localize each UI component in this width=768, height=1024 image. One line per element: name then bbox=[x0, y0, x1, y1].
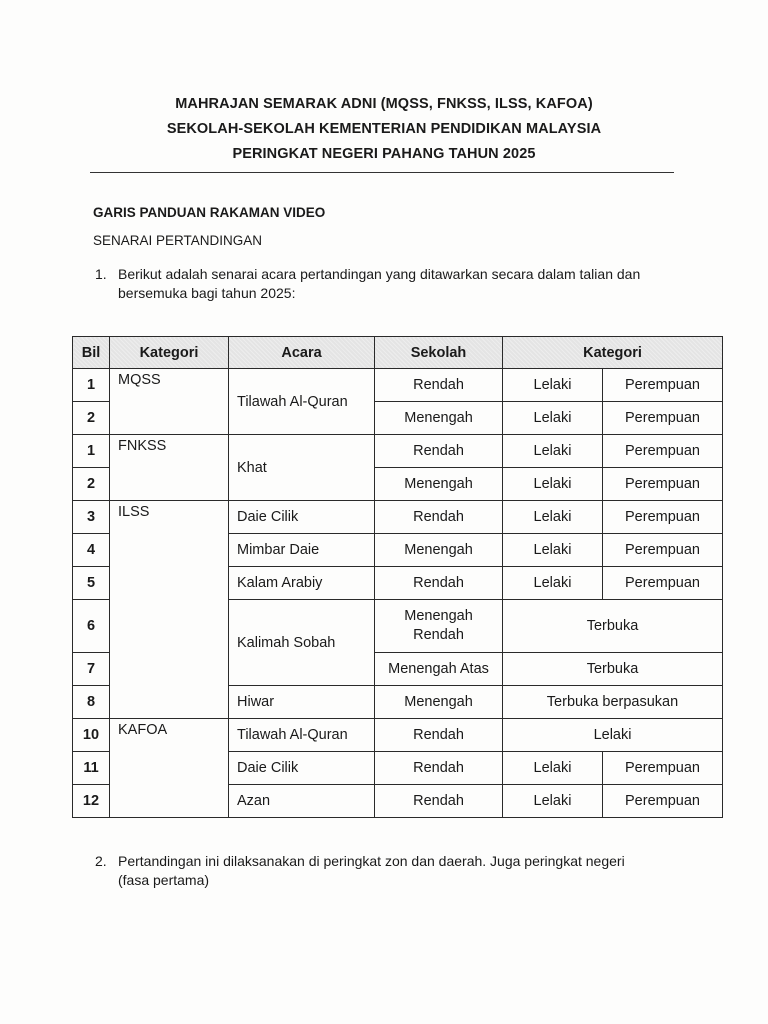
cell-bil: 3 bbox=[73, 501, 110, 534]
cell-sekolah: Rendah bbox=[375, 752, 503, 785]
cell-perempuan: Perempuan bbox=[603, 534, 723, 567]
cell-lelaki: Lelaki bbox=[503, 468, 603, 501]
header-line-3: PERINGKAT NEGERI PAHANG TAHUN 2025 bbox=[232, 146, 536, 162]
list-item-1-text-line1: Berikut adalah senarai acara pertandingan yang ditawarkan secara dalam talian dan bbox=[118, 266, 641, 282]
cell-sekolah: Menengah bbox=[375, 402, 503, 435]
list-item-1-number: 1. bbox=[95, 266, 107, 282]
cell-perempuan: Perempuan bbox=[603, 567, 723, 600]
header-kategori: Kategori bbox=[110, 337, 229, 369]
cell-kategori-span: Lelaki bbox=[503, 719, 723, 752]
table-row bbox=[73, 501, 723, 534]
cell-acara: Kalam Arabiy bbox=[229, 567, 375, 600]
cell-bil: 1 bbox=[73, 435, 110, 468]
cell-acara: Tilawah Al-Quran bbox=[229, 369, 375, 435]
cell-sekolah: Menengah Atas bbox=[375, 653, 503, 686]
cell-sekolah: Rendah bbox=[375, 369, 503, 402]
header-kategori-2: Kategori bbox=[503, 337, 723, 369]
cell-kategori-span: Terbuka bbox=[503, 653, 723, 686]
competition-table bbox=[72, 336, 723, 818]
cell-lelaki: Lelaki bbox=[503, 752, 603, 785]
cell-sekolah bbox=[375, 600, 503, 653]
list-item-2-text-line1: Pertandingan ini dilaksanakan di peringkat zon dan daerah. Juga peringkat negeri bbox=[118, 853, 625, 869]
cell-sekolah: Rendah bbox=[375, 785, 503, 818]
cell-perempuan: Perempuan bbox=[603, 435, 723, 468]
cell-lelaki: Lelaki bbox=[503, 501, 603, 534]
cell-sekolah-line2: Rendah bbox=[413, 627, 464, 643]
table-row bbox=[73, 719, 723, 752]
cell-sekolah: Rendah bbox=[375, 435, 503, 468]
cell-perempuan: Perempuan bbox=[603, 468, 723, 501]
cell-bil: 7 bbox=[73, 653, 110, 686]
header-line-2: SEKOLAH-SEKOLAH KEMENTERIAN PENDIDIKAN MALAYSIA bbox=[166, 121, 602, 137]
cell-perempuan: Perempuan bbox=[603, 402, 723, 435]
cell-bil: 2 bbox=[73, 402, 110, 435]
cell-lelaki: Lelaki bbox=[503, 435, 603, 468]
cell-lelaki: Lelaki bbox=[503, 369, 603, 402]
table-row bbox=[73, 435, 723, 468]
cell-bil: 2 bbox=[73, 468, 110, 501]
cell-acara: Tilawah Al-Quran bbox=[229, 719, 375, 752]
cell-perempuan: Perempuan bbox=[603, 501, 723, 534]
cell-sekolah-line1: Menengah bbox=[404, 608, 473, 624]
header-divider bbox=[90, 172, 674, 173]
cell-sekolah: Menengah bbox=[375, 686, 503, 719]
header-bil: Bil bbox=[73, 337, 110, 369]
cell-kategori: KAFOA bbox=[110, 719, 229, 818]
cell-bil: 4 bbox=[73, 534, 110, 567]
list-item-1-text-line2: bersemuka bagi tahun 2025: bbox=[118, 285, 296, 301]
cell-kategori: FNKSS bbox=[110, 435, 229, 501]
cell-sekolah: Rendah bbox=[375, 567, 503, 600]
cell-bil: 5 bbox=[73, 567, 110, 600]
table-header-row bbox=[73, 337, 723, 369]
header-sekolah: Sekolah bbox=[375, 337, 503, 369]
list-item-2 bbox=[95, 852, 695, 892]
cell-kategori: MQSS bbox=[110, 369, 229, 435]
cell-sekolah: Menengah bbox=[375, 468, 503, 501]
list-item-2-number: 2. bbox=[95, 853, 107, 869]
cell-lelaki: Lelaki bbox=[503, 567, 603, 600]
cell-acara: Mimbar Daie bbox=[229, 534, 375, 567]
cell-bil: 12 bbox=[73, 785, 110, 818]
cell-lelaki: Lelaki bbox=[503, 402, 603, 435]
cell-acara: Hiwar bbox=[229, 686, 375, 719]
cell-lelaki: Lelaki bbox=[503, 534, 603, 567]
cell-kategori-span: Terbuka berpasukan bbox=[503, 686, 723, 719]
cell-sekolah: Rendah bbox=[375, 719, 503, 752]
cell-lelaki: Lelaki bbox=[503, 785, 603, 818]
cell-perempuan: Perempuan bbox=[603, 752, 723, 785]
subsection-title: SENARAI PERTANDINGAN bbox=[93, 233, 263, 248]
cell-acara: Azan bbox=[229, 785, 375, 818]
header-acara: Acara bbox=[229, 337, 375, 369]
cell-bil: 8 bbox=[73, 686, 110, 719]
section-title: GARIS PANDUAN RAKAMAN VIDEO bbox=[93, 205, 326, 220]
cell-sekolah: Rendah bbox=[375, 501, 503, 534]
cell-acara: Daie Cilik bbox=[229, 752, 375, 785]
cell-bil: 10 bbox=[73, 719, 110, 752]
table-row bbox=[73, 369, 723, 402]
header-line-1: MAHRAJAN SEMARAK ADNI (MQSS, FNKSS, ILSS, KAFOA) bbox=[175, 96, 593, 112]
cell-perempuan: Perempuan bbox=[603, 785, 723, 818]
cell-bil: 1 bbox=[73, 369, 110, 402]
cell-kategori-span: Terbuka bbox=[503, 600, 723, 653]
cell-bil: 6 bbox=[73, 600, 110, 653]
cell-kategori: ILSS bbox=[110, 501, 229, 719]
list-item-2-text-line2: (fasa pertama) bbox=[118, 872, 210, 888]
cell-acara: Daie Cilik bbox=[229, 501, 375, 534]
cell-acara: Khat bbox=[229, 435, 375, 501]
list-item-1 bbox=[95, 265, 695, 305]
cell-sekolah: Menengah bbox=[375, 534, 503, 567]
cell-perempuan: Perempuan bbox=[603, 369, 723, 402]
cell-bil: 11 bbox=[73, 752, 110, 785]
cell-acara: Kalimah Sobah bbox=[229, 600, 375, 686]
